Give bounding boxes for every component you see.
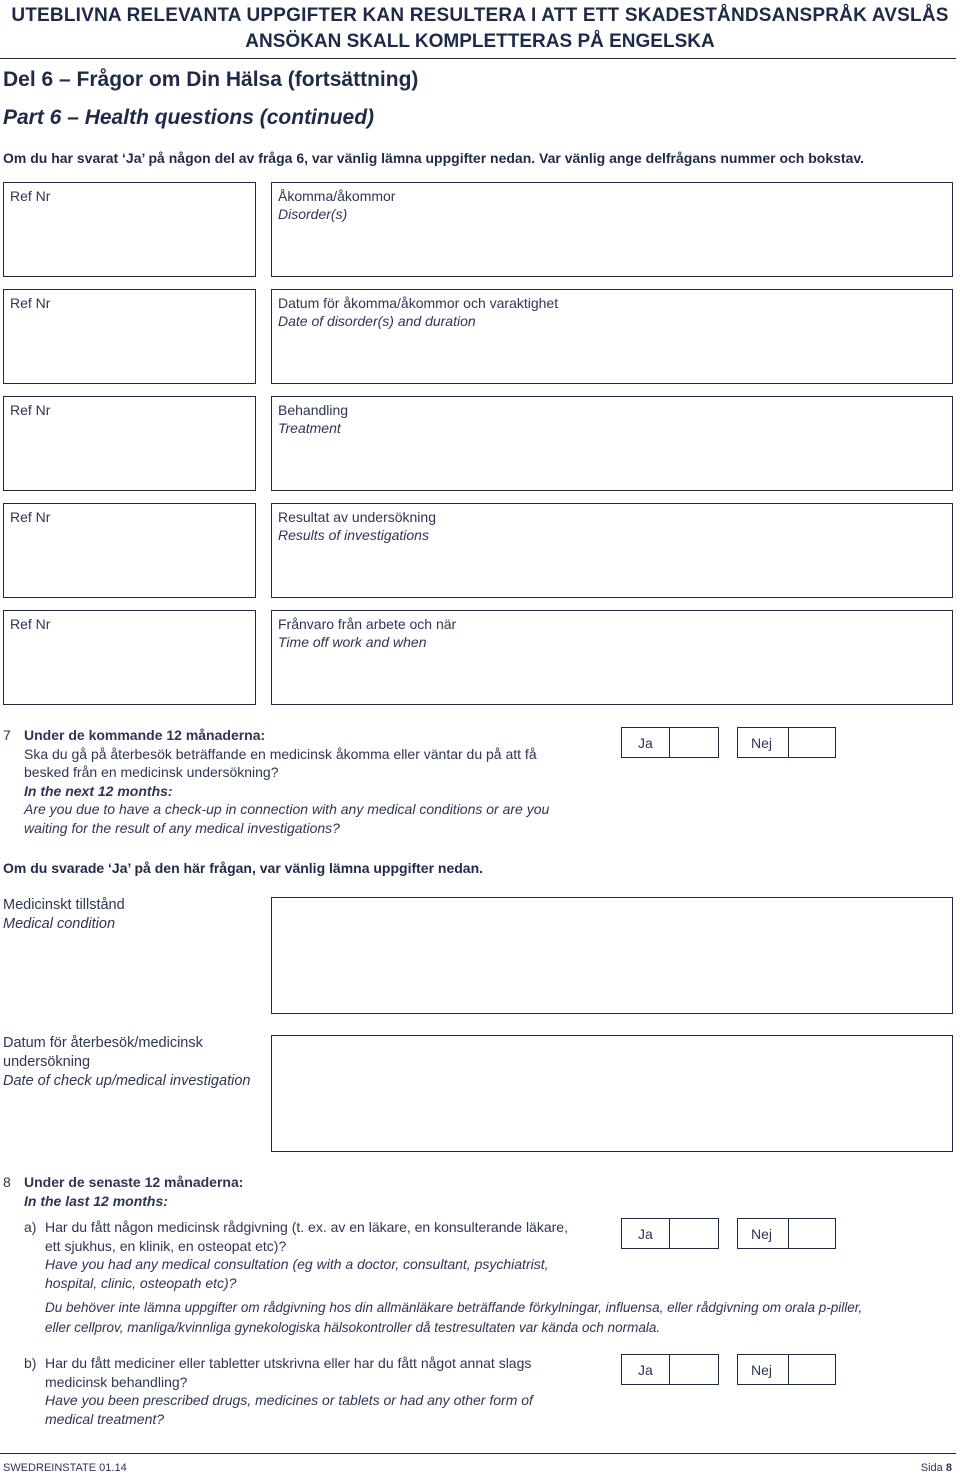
question-7-text-sv-1: Ska du gå på återbesök beträffande en medicinsk åkomma eller väntar du på att få [24, 745, 537, 762]
page-label: Sida [920, 1462, 943, 1474]
question-8a-sv-1: Har du fått någon medicinsk rådgivning (t. ex. av en läkare, en konsulterande läkare, [45, 1219, 568, 1235]
question-8b-en-2: medical treatment? [45, 1410, 165, 1427]
checkup-date-label [3, 1034, 250, 1091]
disorder-date-label-sv: Datum för åkomma/åkommor och varaktighet [278, 295, 559, 311]
time-off-work-label-sv: Frånvaro från arbete och när [278, 616, 457, 632]
question-7-no-box[interactable] [737, 727, 836, 758]
yes-checkbox[interactable] [669, 1219, 670, 1248]
question-8-heading-en: In the last 12 months: [24, 1192, 168, 1209]
question-7-number: 7 [3, 727, 11, 743]
section-title-en: Part 6 – Health questions (continued) [3, 106, 375, 129]
question-8a-text [45, 1218, 615, 1292]
question-8b-sv-1: Har du fått mediciner eller tabletter utskrivna eller har du fått något annat slags [45, 1355, 532, 1371]
ref-nr-label: Ref Nr [10, 295, 51, 311]
no-checkbox[interactable] [788, 728, 789, 757]
question-8b-yes-box[interactable] [621, 1354, 719, 1385]
question-8b-no-box[interactable] [737, 1354, 836, 1385]
question-8b-sv-2: medicinsk behandling? [45, 1373, 188, 1390]
ref-nr-field-5[interactable] [3, 610, 256, 705]
medical-condition-label-sv: Medicinskt tillstånd [3, 897, 125, 913]
question-8a-note-1: Du behöver inte lämna uppgifter om rådgivning hos din allmänläkare beträffande förkylningar, influensa, eller rådgivning om orala p-piller, [45, 1300, 863, 1315]
question-7-followup: Om du svarade ‘Ja’ på den här frågan, var vänlig lämna uppgifter nedan. [3, 860, 484, 876]
disorder-label-sv: Åkomma/åkommor [278, 188, 396, 204]
yes-label: Ja [638, 735, 653, 751]
checkup-date-label-en: Date of check up/medical investigation [3, 1073, 251, 1089]
question-8a-yes-box[interactable] [621, 1218, 719, 1249]
question-8b-en-1: Have you been prescribed drugs, medicines or tablets or had any other form of [45, 1392, 533, 1408]
checkup-date-label-sv-2: undersökning [3, 1054, 91, 1070]
yes-label: Ja [638, 1362, 653, 1378]
question-8b-text [45, 1354, 615, 1428]
question-8a-note [45, 1298, 955, 1337]
ref-nr-field-2[interactable] [3, 289, 256, 384]
header-divider [0, 58, 956, 59]
question-8a-letter: a) [24, 1219, 37, 1235]
question-7-text-en-1: Are you due to have a check-up in connection with any medical conditions or are you [24, 801, 550, 817]
no-label: Nej [751, 735, 773, 751]
question-8a-en-2: hospital, clinic, osteopath etc)? [45, 1274, 237, 1291]
no-checkbox[interactable] [788, 1219, 789, 1248]
question-8-heading [24, 1173, 243, 1210]
investigation-results-field[interactable] [271, 503, 953, 598]
investigation-results-label-sv: Resultat av undersökning [278, 509, 436, 525]
medical-condition-label-en: Medical condition [3, 916, 116, 932]
question-7-text-sv-2: besked från en medicinsk undersökning? [24, 764, 279, 780]
section-instruction: Om du har svarat ‘Ja’ på någon del av fråga 6, var vänlig lämna uppgifter nedan. Var vänlig ange delfrågans nummer och bokstav. [3, 150, 864, 166]
medical-condition-field[interactable] [271, 897, 953, 1014]
question-7-heading-en: In the next 12 months: [24, 782, 173, 799]
time-off-work-field[interactable] [271, 610, 953, 705]
ref-nr-label: Ref Nr [10, 402, 51, 418]
ref-nr-label: Ref Nr [10, 188, 51, 204]
question-7-text [24, 726, 614, 837]
medical-condition-label [3, 896, 125, 934]
no-label: Nej [751, 1362, 773, 1378]
checkup-date-label-sv-1: Datum för återbesök/medicinsk [3, 1035, 203, 1051]
page-number: 8 [945, 1462, 952, 1474]
treatment-label-sv: Behandling [278, 402, 349, 418]
yes-label: Ja [638, 1226, 653, 1242]
form-code: SWEDREINSTATE 01.14 [3, 1462, 127, 1474]
treatment-field[interactable] [271, 396, 953, 491]
no-checkbox[interactable] [788, 1355, 789, 1384]
question-8a-en-1: Have you had any medical consultation (eg with a doctor, consultant, psychiatrist, [45, 1256, 549, 1272]
no-label: Nej [751, 1226, 773, 1242]
disorder-field[interactable] [271, 182, 953, 277]
warning-header-line2: ANSÖKAN SKALL KOMPLETTERAS PÅ ENGELSKA [245, 31, 715, 52]
page-indicator [921, 1462, 952, 1474]
section-title-sv: Del 6 – Frågor om Din Hälsa (fortsättning) [3, 68, 419, 91]
treatment-label-en: Treatment [278, 420, 341, 436]
question-8a-note-2: eller cellprov, manliga/kvinnliga gynekologiska hälsokontroller då testresultaten var kända och normala. [45, 1319, 661, 1335]
disorder-date-field[interactable] [271, 289, 953, 384]
yes-checkbox[interactable] [669, 1355, 670, 1384]
time-off-work-label-en: Time off work and when [278, 634, 427, 650]
warning-header-line1: UTEBLIVNA RELEVANTA UPPGIFTER KAN RESULTERA I ATT ETT SKADESTÅNDSANSPRÅK AVSLÅS [11, 5, 949, 26]
question-7-yes-box[interactable] [621, 727, 719, 758]
ref-nr-label: Ref Nr [10, 616, 51, 632]
investigation-results-label-en: Results of investigations [278, 527, 429, 543]
question-8a-sv-2: ett sjukhus, en klinik, en osteopat etc)? [45, 1237, 287, 1254]
question-8-heading-sv: Under de senaste 12 månaderna: [24, 1174, 244, 1190]
ref-nr-label: Ref Nr [10, 509, 51, 525]
ref-nr-field-3[interactable] [3, 396, 256, 491]
ref-nr-field-4[interactable] [3, 503, 256, 598]
footer-divider [0, 1453, 956, 1454]
checkup-date-field[interactable] [271, 1035, 953, 1152]
disorder-label-en: Disorder(s) [278, 206, 348, 222]
ref-nr-field-1[interactable] [3, 182, 256, 277]
question-8-number: 8 [3, 1174, 11, 1190]
question-7-heading-sv: Under de kommande 12 månaderna: [24, 727, 266, 743]
disorder-date-label-en: Date of disorder(s) and duration [278, 313, 476, 329]
yes-checkbox[interactable] [669, 728, 670, 757]
question-8b-letter: b) [24, 1355, 37, 1371]
question-7-text-en-2: waiting for the result of any medical investigations? [24, 819, 340, 836]
question-8a-no-box[interactable] [737, 1218, 836, 1249]
